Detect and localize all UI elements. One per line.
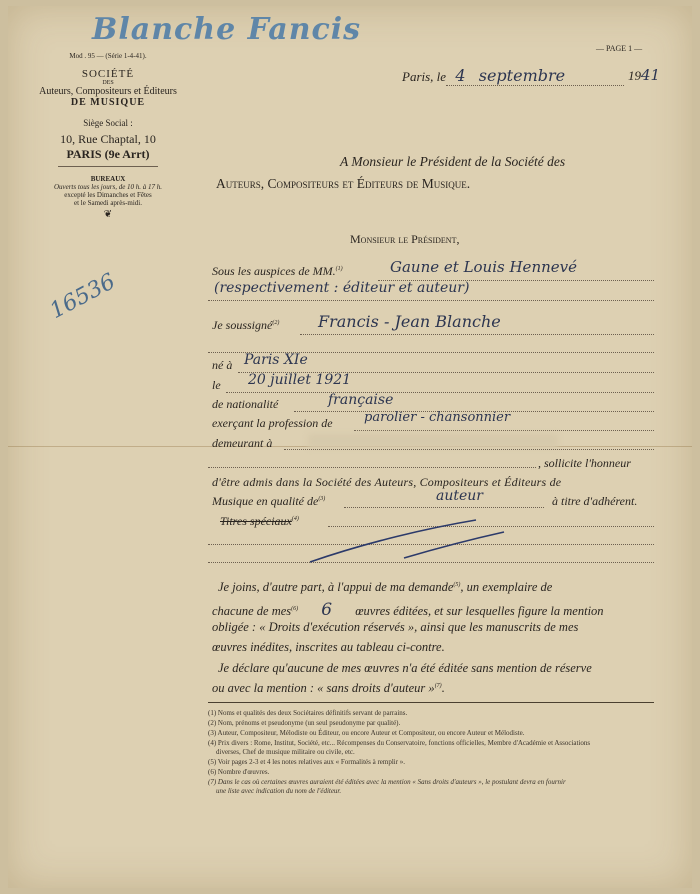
city: PARIS (9e Arrt)	[66, 147, 150, 161]
place-prefix: Paris, le	[402, 69, 447, 84]
des-label: DES	[102, 80, 114, 86]
letterhead	[28, 52, 188, 220]
oeuvres-count[interactable]: 6	[321, 600, 333, 620]
redacted-address	[308, 434, 558, 448]
le-label: le	[212, 378, 221, 392]
paragraph-1-line-4: œuvres inédites, inscrites au tableau ci-contre.	[212, 640, 445, 654]
footnote-2: (2) Nom, prénoms et pseudonyme (un seul pseudonyme par qualité).	[208, 719, 401, 727]
titres-label: Titres spéciaux$^{(4)}$	[220, 514, 299, 528]
date-year-suffix: 41	[641, 66, 661, 84]
auspices-value-2[interactable]: (respectivement : éditeur et auteur)	[214, 280, 470, 296]
auspices-value-1[interactable]: Gaune et Louis Hennevé	[390, 258, 577, 276]
ne-value[interactable]: Paris XIe	[244, 352, 308, 368]
admis-line-2: Musique en qualité $de^{(3)}$	[212, 494, 326, 508]
admis-line-1: d'être admis dans la Société des Auteurs, Compositeurs et Éditeurs de	[212, 475, 562, 489]
hours-3: et le Samedi après-midi.	[73, 199, 143, 207]
hours-1: Ouverts tous les jours, de 10 h. à 17 h.	[53, 183, 163, 191]
siege-label: Siège Social :	[83, 118, 133, 128]
addressee-line-2: Auteurs, Compositeurs et Éditeurs de Musique.	[216, 176, 471, 191]
paragraph-1-line-1: Je joins, d'autre part, à l'appui de ma demande$^{(5)}$, un exemplaire de	[218, 580, 553, 594]
adherent-text: à titre d'adhérent.	[552, 494, 638, 508]
footnote-7: (7) Dans le cas où certaines œuvres auraient été éditées avec la mention « Sans droits d'auteurs », le postulant devra en fournir	[208, 778, 566, 786]
date-day: 4	[455, 66, 466, 85]
profession-label: exerçant la profession de	[212, 416, 333, 430]
de-musique: DE MUSIQUE	[70, 97, 146, 108]
sollicite-text: , sollicite l'honneur	[538, 456, 631, 470]
addressee-line-1: A Monsieur le Président de la Société des	[340, 154, 566, 169]
soussigne-value[interactable]: Francis - Jean Blanche	[318, 312, 501, 331]
form-page	[8, 6, 692, 888]
footnote-4-cont: diverses, Chef de musique militaire ou civile, etc.	[216, 748, 355, 756]
date-line	[402, 66, 565, 85]
profession-value[interactable]: parolier - chansonnier	[364, 410, 511, 425]
society-name: Auteurs, Compositeurs et Éditeurs	[39, 86, 177, 97]
footnote-4: (4) Prix divers : Rome, Institut, Société, etc... Récompenses du Conservatoire, fonctions officielles, Membre d'Académie et Associations	[208, 739, 591, 747]
footnote-divider	[208, 702, 654, 703]
date-month: septembre	[478, 66, 566, 85]
le-value[interactable]: 20 juillet 1921	[248, 372, 352, 388]
qualite-value[interactable]: auteur	[436, 488, 483, 504]
auspices-label: Sous les auspices de MM.$^{(1)}$	[212, 264, 343, 278]
page-number: — PAGE 1 —	[596, 44, 643, 53]
handwritten-number: 16536	[46, 269, 120, 325]
footnote-1: (1) Noms et qualités des deux Sociétaires définitifs servant de parrains.	[208, 709, 408, 717]
model-number: Mod . 95 — (Série 1-4-41).	[69, 52, 147, 60]
paragraph-1-line-3: obligée : « Droits d'exécution réservés », ainsi que les manuscrits de mes	[212, 620, 579, 634]
footnote-3: (3) Auteur, Compositeur, Mélodiste ou Éditeur, ou encore Auteur et Compositeur, ou encore Auteur et Mélodiste.	[208, 729, 525, 737]
footnote-5: (5) Voir pages 2-3 et 4 les notes relatives aux « Formalités à remplir ».	[208, 758, 406, 766]
bureaux-label: BUREAUX	[90, 175, 126, 183]
societe-label: SOCIÉTÉ	[81, 68, 135, 80]
soussigne-label: Je soussigné$^{(2)}$	[212, 318, 280, 332]
top-handwriting: Blanche Fancis	[92, 12, 362, 47]
nationalite-label: de nationalité	[212, 397, 279, 411]
strike-through-lines	[308, 514, 508, 566]
paragraph-1-line-2: chacune de mes$^{(6)}$ 6 œuvres éditées, et sur lesquelles figure la mention	[212, 600, 604, 620]
address: 10, Rue Chaptal, 10	[60, 132, 156, 146]
hours-2: excepté les Dimanches et Fêtes	[64, 191, 152, 199]
date-year	[628, 66, 660, 84]
paragraph-2-line-2: ou avec la mention : « sans droits d'auteur »$^{(7)}$.	[212, 681, 445, 695]
salutation: Monsieur le Président,	[350, 232, 460, 246]
date-year-prefix: 19	[628, 68, 641, 83]
nationalite-value[interactable]: française	[328, 392, 394, 408]
demeurant-label: demeurant à	[212, 436, 273, 450]
footnote-6: (6) Nombre d'œuvres.	[208, 768, 270, 776]
ne-label: né à	[212, 358, 233, 372]
paragraph-2-line-1: Je déclare qu'aucune de mes œuvres n'a été éditée sans mention de réserve	[218, 661, 592, 675]
ornament-icon: ❦	[103, 209, 113, 220]
footnote-7-cont: une liste avec indication du nom de l'éditeur.	[216, 787, 342, 795]
